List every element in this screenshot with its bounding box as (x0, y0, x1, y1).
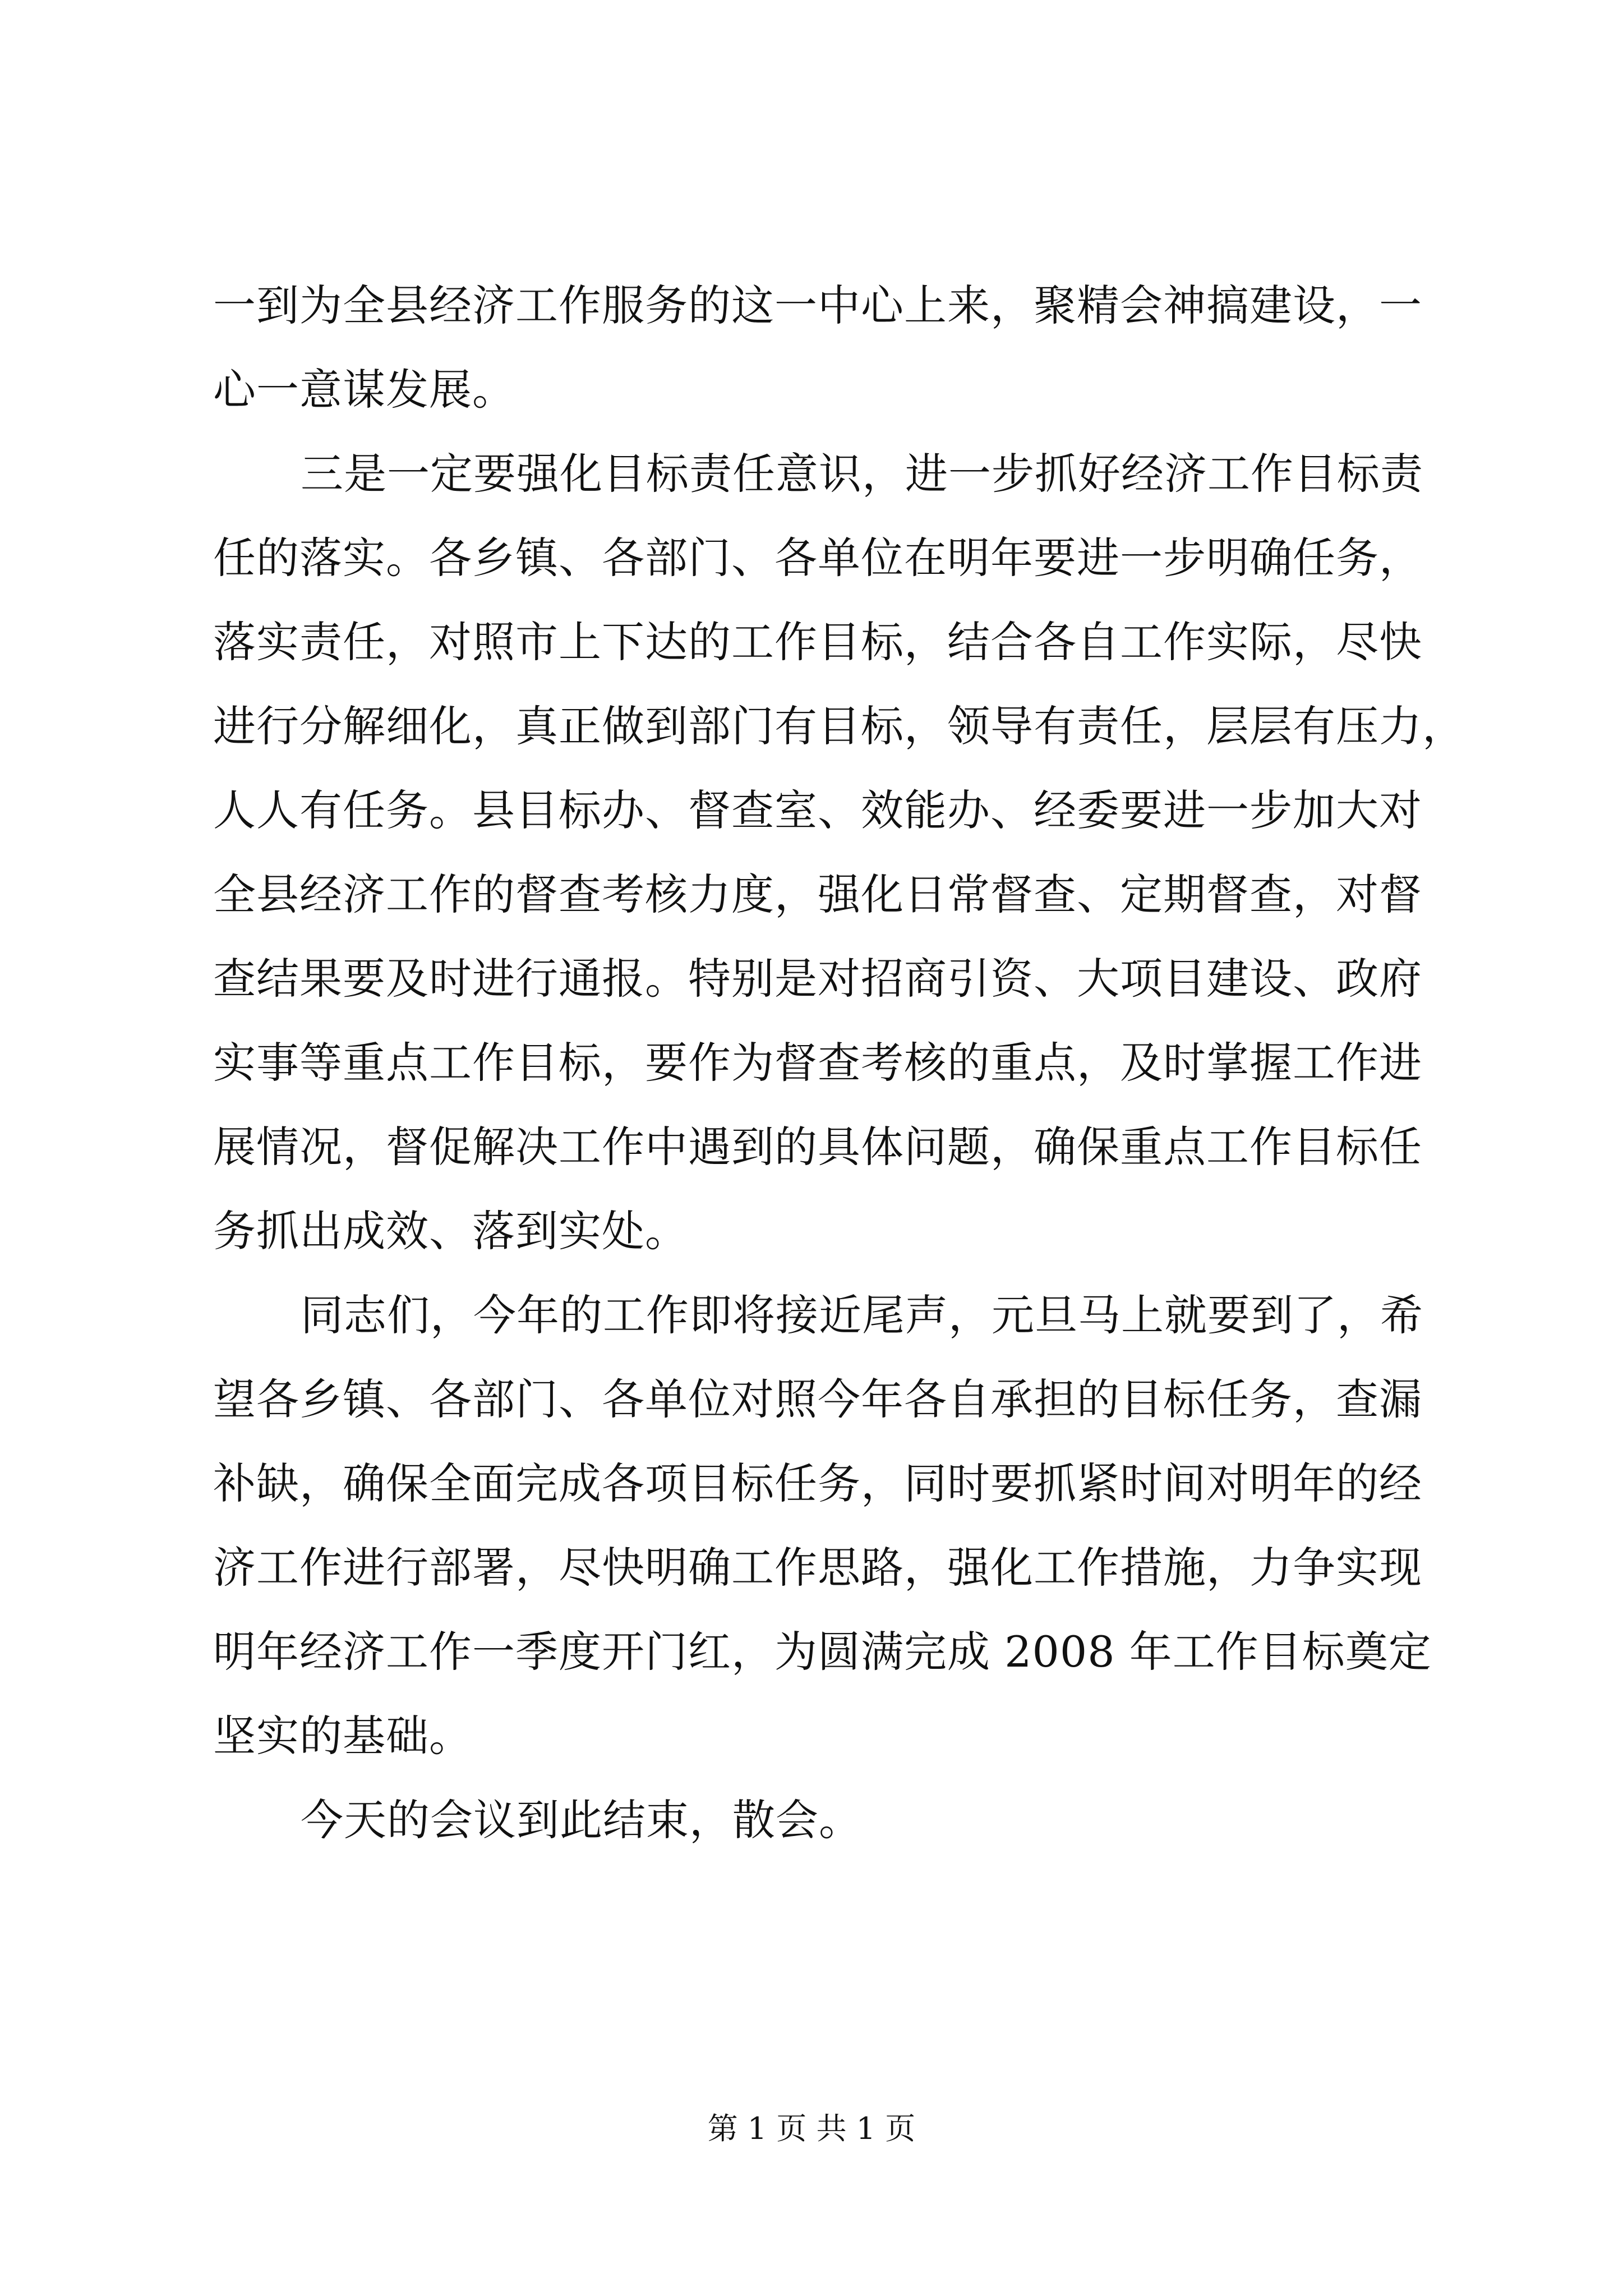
text-line: 落实责任，对照市上下达的工作目标，结合各自工作实际，尽快 (213, 617, 1422, 667)
text-line: 全县经济工作的督查考核力度，强化日常督查、定期督查，对督 (213, 869, 1422, 919)
text-line: 进行分解细化，真正做到部门有目标，领导有责任，层层有压力， (213, 701, 1465, 751)
text-line: 三是一定要强化目标责任意识，进一步抓好经济工作目标责 (301, 449, 1423, 499)
text-line: 务抓出成效、落到实处。 (213, 1206, 688, 1256)
text-line: 补缺，确保全面完成各项目标任务，同时要抓紧时间对明年的经 (213, 1458, 1422, 1508)
text-line: 今天的会议到此结束，散会。 (301, 1795, 862, 1845)
text-line: 明年经济工作一季度开门红，为圆满完成 2008 年工作目标奠定 (213, 1627, 1432, 1677)
page-footer: 第 1 页 共 1 页 (707, 2111, 916, 2146)
text-line: 实事等重点工作目标，要作为督查考核的重点，及时掌握工作进 (213, 1038, 1422, 1088)
text-line: 人人有任务。县目标办、督查室、效能办、经委要进一步加大对 (213, 785, 1422, 835)
text-line: 坚实的基础。 (213, 1711, 472, 1761)
text-line: 一到为全县经济工作服务的这一中心上来，聚精会神搞建设，一 (213, 280, 1422, 330)
text-line: 展情况，督促解决工作中遇到的具体问题，确保重点工作目标任 (213, 1122, 1422, 1172)
text-line: 同志们，今年的工作即将接近尾声，元旦马上就要到了，希 (301, 1290, 1423, 1340)
text-line: 查结果要及时进行通报。特别是对招商引资、大项目建设、政府 (213, 954, 1422, 1004)
text-line: 任的落实。各乡镇、各部门、各单位在明年要进一步明确任务， (213, 533, 1422, 583)
text-line: 心一意谋发展。 (213, 365, 515, 415)
text-line: 望各乡镇、各部门、各单位对照今年各自承担的目标任务，查漏 (213, 1374, 1422, 1424)
text-line: 济工作进行部署，尽快明确工作思路，强化工作措施，力争实现 (213, 1543, 1422, 1593)
